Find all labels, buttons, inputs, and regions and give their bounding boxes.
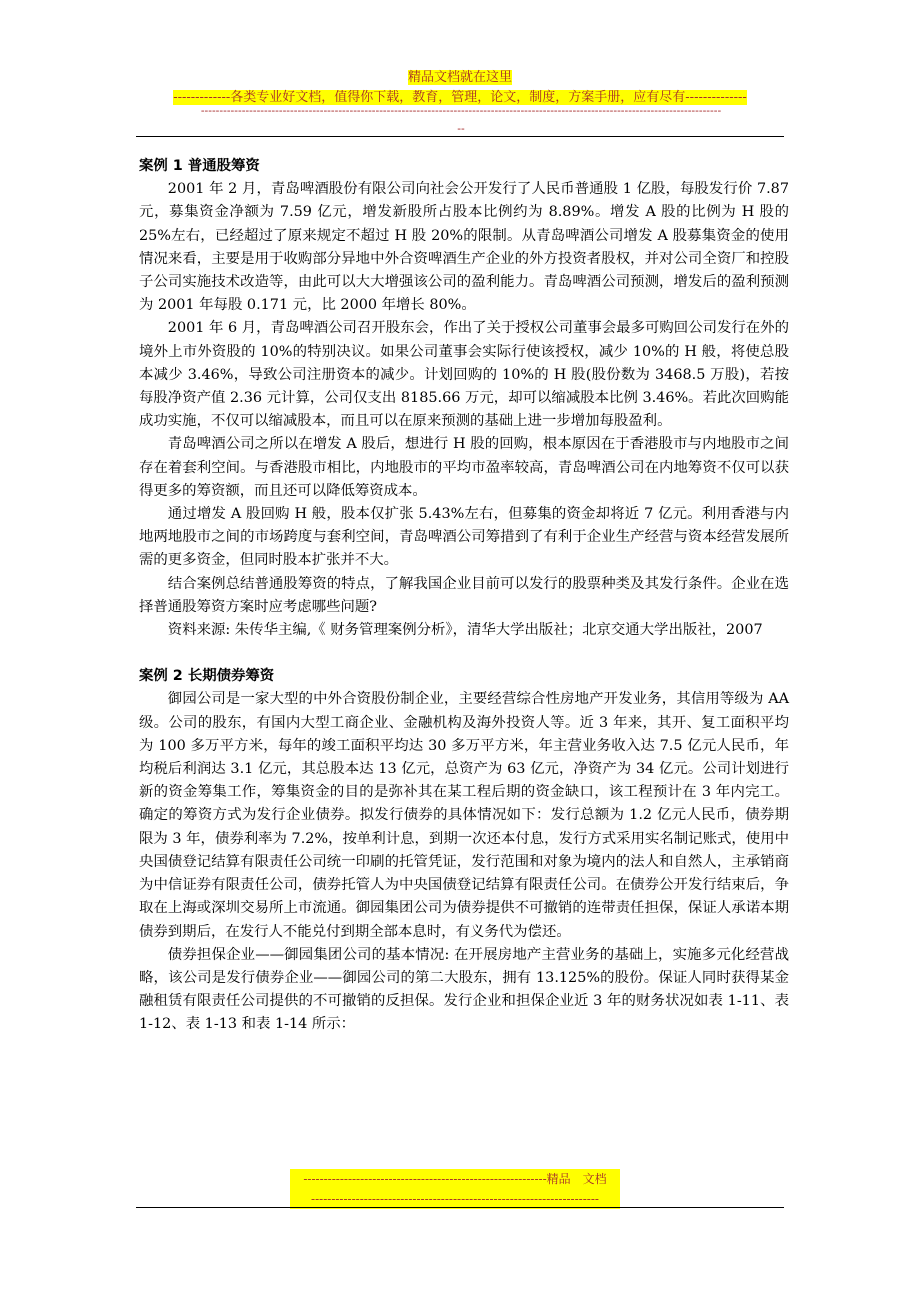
case2-title: 案例 2 长期债券筹资 bbox=[139, 668, 275, 685]
case1-title: 案例 1 普通股筹资 bbox=[139, 158, 260, 174]
document-body bbox=[139, 155, 789, 1037]
footer-line-2: ----------------------------------------------------------------------- bbox=[311, 1192, 599, 1206]
footer-banner bbox=[290, 1169, 620, 1209]
footer-rule bbox=[136, 1207, 784, 1208]
case1-source: 资料来源: 朱传华主编,《 财务管理案例分析》，清华大学出版社；北京交通大学出版社，2007 bbox=[167, 622, 763, 639]
header-slogan: -------------各类专业好文档，值得你下载，教育，管理，论文，制度，方案手册，应有尽有-------------- bbox=[173, 90, 747, 105]
header-title: 精品文档就在这里 bbox=[407, 70, 512, 85]
section-spacer bbox=[139, 642, 789, 665]
case2-paragraph: 债券担保企业——御园集团公司的基本情况: 在开展房地产主营业务的基础上，实施多元化经营战略，该公司是发行债券企业——御园公司的第二大股东，拥有 13.125%的股份。保证人同时获得某金融租赁有限责任公司提供的不可撤销的反担保。发行企业和担保企业近 3 年的财务状况如表 1-11、表 1-12、表 1-13 和表 1-14 所示： bbox=[139, 946, 789, 1033]
header-rule bbox=[136, 136, 784, 137]
footer-line-1: ------------------------------------------------------------精品 文档 bbox=[303, 1172, 607, 1186]
case1-paragraph: 2001 年 6 月，青岛啤酒公司召开股东会，作出了关于授权公司董事会最多可购回公司发行在外的境外上市外资股的 10%的特别决议。如果公司董事会实际行使该授权，减少 10%的 H 般，将使总股本减少 3.46%，导致公司注册资本的减少。计划回购的 10%的 H 股(股份数为 3468.5 万股)，若按每股净资产值 2.36 元计算，公司仅支出 8185.66 万元，却可以缩减股本比例 3.46%。若此次回购能成功实施，不仅可以缩减股本，而且可以在原来预测的基础上进一步增加每股盈利。 bbox=[139, 320, 789, 430]
case1-paragraph: 通过增发 A 股回购 H 般，股本仅扩张 5.43%左右，但募集的资金却将近 7 亿元。利用香港与内地两地股市之间的市场跨度与套利空间，青岛啤酒公司筹措到了有利于企业生产经营与资本经营发展所需的更多资金，但同时股本扩张并不大。 bbox=[139, 506, 789, 569]
header-dash-tail: -- bbox=[457, 122, 465, 135]
case1-paragraph: 结合案例总结普通股筹资的特点，了解我国企业目前可以发行的股票种类及其发行条件。企业在选择普通股筹资方案时应考虑哪些问题? bbox=[139, 575, 789, 615]
case1-paragraph: 2001 年 2 月，青岛啤酒股份有限公司向社会公开发行了人民币普通股 1 亿股，每股发行价 7.87 元，募集资金净额为 7.59 亿元，增发新股所占股本比例约为 8.89%。增发 A 股的比例为 H 股的 25%左右，已经超过了原来规定不超过 H 股 20%的限制。从青岛啤酒公司增发 A 股募集资金的使用情况来看，主要是用于收购部分异地中外合资啤酒生产企业的外方投资者股权，并对公司全资厂和控股子公司实施技术改造等，由此可以大大增强该公司的盈利能力。青岛啤酒公司预测，增发后的盈利预测为 2001 年每股 0.171 元，比 2000 年增长 80%。 bbox=[139, 181, 789, 314]
header-dash-row: -------------------------------------------------------------------------------------------------------------------------------------------- bbox=[200, 104, 722, 117]
case1-paragraph: 青岛啤酒公司之所以在增发 A 股后，想进行 H 股的回购，根本原因在于香港股市与内地股市之间存在着套利空间。与香港股市相比，内地股市的平均市盈率较高，青岛啤酒公司在内地筹资不仅可以获得更多的筹资额，而且还可以降低筹资成本。 bbox=[139, 436, 789, 499]
case2-paragraph: 御园公司是一家大型的中外合资股份制企业，主要经营综合性房地产开发业务，其信用等级为 AA 级。公司的股东，有国内大型工商企业、金融机构及海外投资人等。近 3 年来，其开、复工面积平均为 100 多万平方米，每年的竣工面积平均达 30 多万平方米，年主营业务收入达 7.5 亿元人民币，年均税后利润达 3.1 亿元，其总股本达 13 亿元，总资产为 63 亿元，净资产为 34 亿元。公司计划进行新的资金筹集工作，筹集资金的目的是弥补其在某工程后期的资金缺口，该工程预计在 3 年内完工。确定的筹资方式为发行企业债券。拟发行债券的具体情况如下：发行总额为 1.2 亿元人民币，债券期限为 3 年，债券利率为 7.2%，按单利计息，到期一次还本付息，发行方式采用实名制记账式，使用中央国债登记结算有限责任公司统一印刷的托管凭证，发行范围和对象为境内的法人和自然人，主承销商为中信证券有限责任公司，债券托管人为中央国债登记结算有限责任公司。在债券公开发行结束后，争取在上海或深圳交易所上市流通。御园集团公司为债券提供不可撤销的连带责任担保，保证人承诺本期债券到期后，在发行人不能兑付到期全部本息时，有义务代为偿还。 bbox=[139, 691, 789, 940]
